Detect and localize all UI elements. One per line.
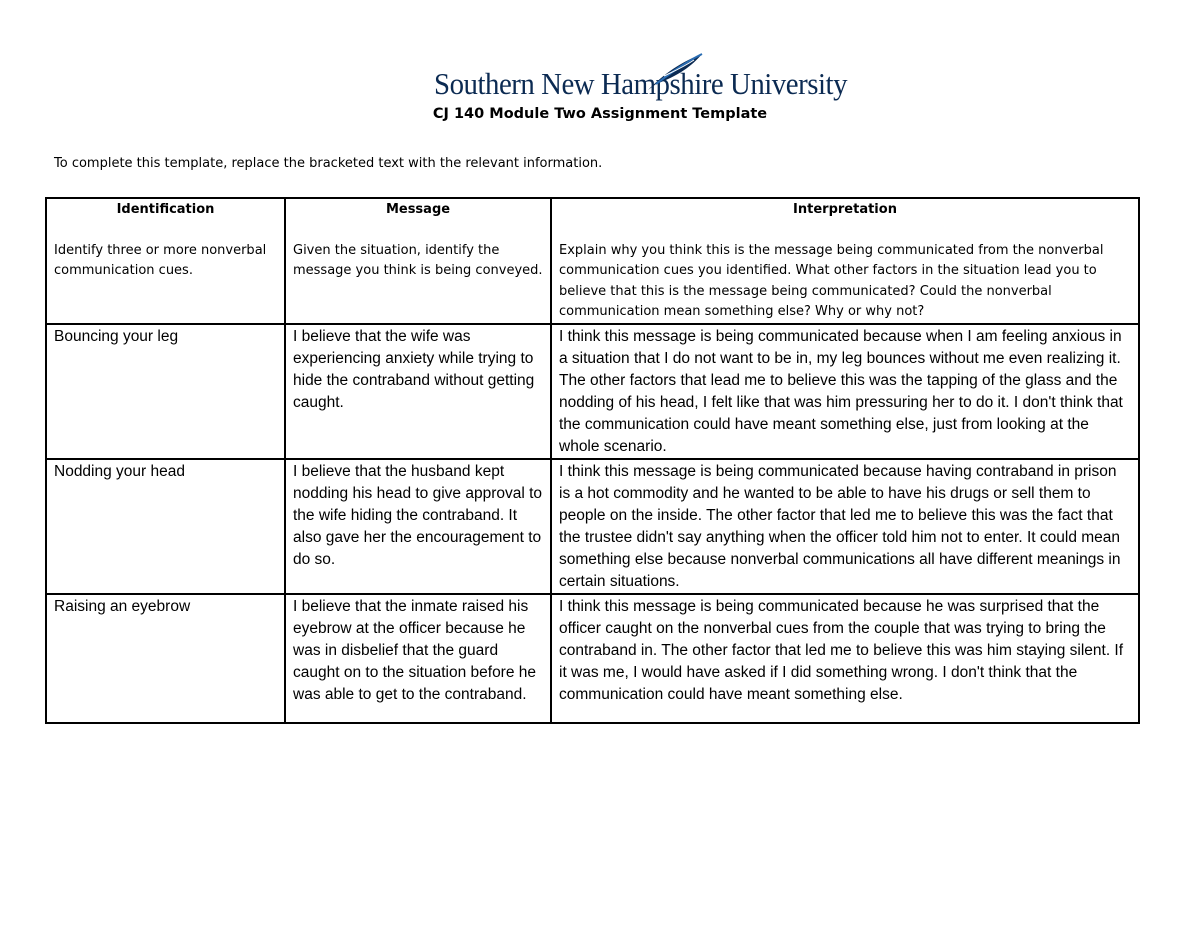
document-title: CJ 140 Module Two Assignment Template	[432, 106, 768, 122]
message-cell: I believe that the wife was experiencing anxiety while trying to hide the contraband without getting caught.	[285, 324, 551, 459]
interpretation-cell: I think this message is being communicated because he was surprised that the officer caught on the nonverbal cues from the couple that was trying to bring the contraband in. The other factor that led me to believe this was him staying silent. If it was me, I would have asked if I did something wrong. I don't think that the communication could have meant something else.	[551, 594, 1139, 723]
table-header-row	[46, 198, 1139, 324]
assignment-table	[45, 197, 1140, 724]
feather-quill-icon	[642, 52, 706, 92]
message-header-cell	[285, 198, 551, 324]
column-description: Explain why you think this is the message being communicated from the nonverbal communication cues you identified. What other factors in the situation lead you to believe that this is the message being communicated? Could the nonverbal communication mean something else? Why or why not?	[559, 242, 1104, 319]
table-row	[46, 594, 1139, 723]
identification-cell: Bouncing your leg	[46, 324, 285, 459]
table-row	[46, 324, 1139, 459]
interpretation-cell: I think this message is being communicated because having contraband in prison is a hot commodity and he wanted to be able to have his drugs or sell them to people on the inside. The other factor that led me to believe this was the fact that the trustee didn't say anything when the officer told him not to enter. It could mean something else because nonverbal communications all have different meanings in certain situations.	[551, 459, 1139, 594]
interpretation-cell: I think this message is being communicated because when I am feeling anxious in a situation that I do not want to be in, my leg bounces without me even realizing it. The other factors that lead me to believe this was the tapping of the glass and the nodding of his head, I felt like that was him pressuring her to do it. I don't think that the communication could have meant something else, just from looking at the whole scenario.	[551, 324, 1139, 459]
column-title: Identification	[116, 202, 215, 217]
identification-cell: Raising an eyebrow	[46, 594, 285, 723]
instructions-text: To complete this template, replace the bracketed text with the relevant information.	[54, 156, 603, 171]
identification-cell: Nodding your head	[46, 459, 285, 594]
column-description: Identify three or more nonverbal communication cues.	[54, 242, 267, 278]
column-description: Given the situation, identify the message you think is being conveyed.	[293, 242, 543, 278]
table-row	[46, 459, 1139, 594]
column-title: Message	[385, 202, 451, 217]
message-cell: I believe that the husband kept nodding his head to give approval to the wife hiding the contraband. It also gave her the encouragement to do so.	[285, 459, 551, 594]
interpretation-header-cell	[551, 198, 1139, 324]
column-title: Interpretation	[793, 202, 897, 217]
identification-header-cell	[46, 198, 285, 324]
university-name: Southern New Hampshire University	[434, 66, 848, 101]
message-cell: I believe that the inmate raised his eyebrow at the officer because he was in disbelief that the guard caught on to the situation before he was able to get to the contraband.	[285, 594, 551, 723]
university-logo	[434, 52, 848, 102]
